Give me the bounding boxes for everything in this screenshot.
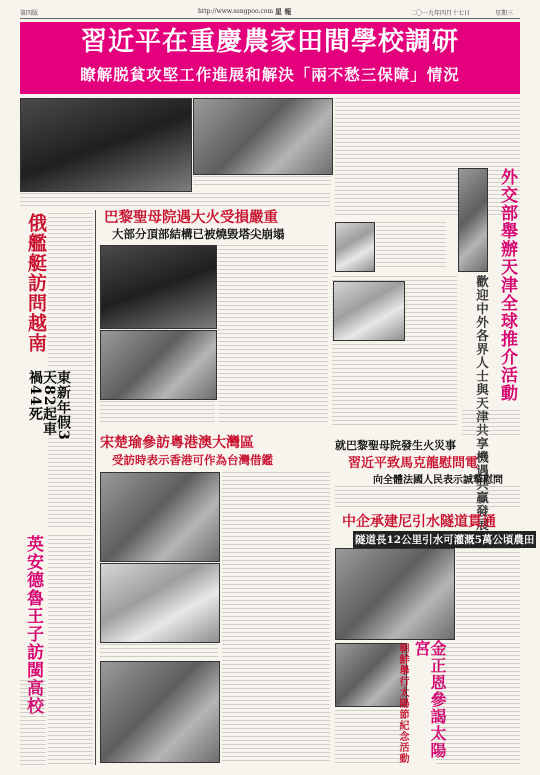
lead-photo-main <box>20 98 192 192</box>
east-timor-text <box>48 370 93 530</box>
east-timor-headline: 東新年假3天82起車禍44死 <box>27 370 71 441</box>
condolence-text <box>335 486 520 508</box>
weekday: 星期三 <box>495 10 514 17</box>
prince-text-2 <box>20 680 46 765</box>
tianjin-photo <box>458 168 488 272</box>
tunnel-subheadline: 隧道長12公里引水可灌溉5萬公頃農田 <box>353 531 536 548</box>
website[interactable]: http://www.sengpoo.com <box>198 8 274 15</box>
soong-photo-1 <box>100 472 220 562</box>
soong-subheadline: 受訪時表示香港可作為台灣借鑑 <box>112 453 273 467</box>
condolence-headline: 就巴黎聖母院發生火災事 <box>335 439 456 452</box>
notre-dame-headline: 巴黎聖母院遇大火受損嚴重 <box>104 209 278 226</box>
notre-dame-roof-photo <box>100 330 217 400</box>
kim-subheadline: 朝鮮舉行太陽節紀念活動 <box>397 643 408 764</box>
soong-headline: 宋楚瑜參訪粵港澳大灣區 <box>100 435 254 451</box>
lead-title: 習近平在重慶農家田間學校調研 <box>80 27 459 57</box>
lead-photo-caption <box>193 176 331 188</box>
condolence-subheadline-2: 向全體法國人民表示誠摯慰問 <box>373 475 503 486</box>
masthead <box>20 6 520 19</box>
condolence-subheadline: 習近平致馬克龍慰問電 <box>348 456 479 471</box>
tunnel-text <box>456 548 520 638</box>
tunnel-photo <box>335 548 455 640</box>
notre-dame-text <box>218 245 328 425</box>
soong-photo-3 <box>100 661 220 763</box>
issue-date: 二〇一九年四月十七日 <box>410 10 471 17</box>
lead-photo-meeting <box>193 98 333 175</box>
notre-dame-subheadline: 大部分頂部結構已被燒毀塔尖崩塌 <box>112 227 285 241</box>
tunnel-headline: 中企承建尼引水隧道貫通 <box>342 514 496 530</box>
prince-headline: 英安德魯王子訪閩高校 <box>23 535 43 715</box>
lead-subtitle: 瞭解脱貧攻堅工作進展和解決「兩不愁三保障」情況 <box>80 65 460 84</box>
lead-main-caption <box>20 193 330 207</box>
kim-headline: 金正恩參謁太陽宮 <box>412 640 447 759</box>
notre-dame-caption <box>100 401 215 423</box>
russia-headline: 俄艦艇訪問越南 <box>25 213 47 353</box>
soong-caption <box>100 644 218 658</box>
center-photo <box>333 281 405 341</box>
lead-body-text-2 <box>376 222 446 270</box>
russia-text <box>48 213 93 368</box>
inset-photo <box>335 222 375 272</box>
lead-body-text <box>335 98 520 218</box>
notre-dame-fire-photo <box>100 245 217 329</box>
prince-text <box>48 535 93 765</box>
mofa-headline: 外交部舉辦天津全球推介活動 <box>497 168 517 402</box>
column-rule <box>95 210 96 765</box>
soong-text <box>222 472 330 762</box>
page-number: 第四版 <box>20 10 39 17</box>
soong-photo-2 <box>100 563 220 643</box>
mofa-subheadline: 歡迎中外各界人士與天津共享機遇共贏發展 <box>474 275 490 532</box>
mofa-text <box>462 410 520 436</box>
paper-name: 星 報 <box>275 7 292 16</box>
lead-banner <box>20 22 520 94</box>
kim-text <box>436 643 520 765</box>
kim-text-2 <box>335 710 405 765</box>
